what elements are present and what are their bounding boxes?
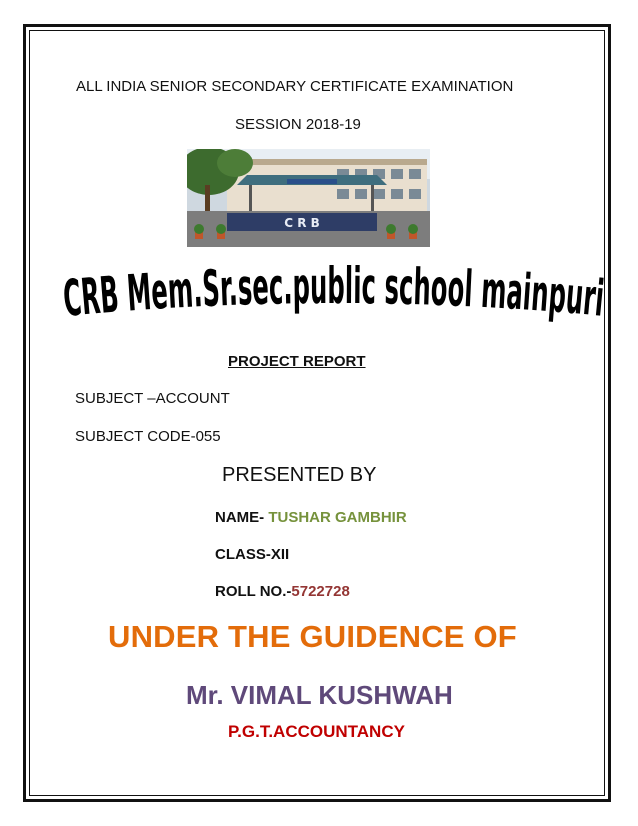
school-name-path: CRB Mem.Sr.sec.public school mainpur	[60, 256, 610, 329]
school-name-wordart	[60, 250, 610, 340]
student-name-line	[215, 509, 407, 526]
guidance-heading: UNDER THE GUIDENCE OF	[108, 619, 517, 654]
photo-sign-text: C R B	[284, 216, 320, 230]
student-name-label: NAME-	[215, 509, 265, 526]
school-name-svg	[60, 250, 610, 340]
school-name-text	[60, 256, 610, 329]
student-class: CLASS-XII	[215, 546, 290, 563]
teacher-designation: P.G.T.ACCOUNTANCY	[228, 722, 405, 741]
student-name-value: TUSHAR GAMBHIR	[264, 509, 407, 526]
report-title: PROJECT REPORT	[228, 353, 366, 370]
roll-label: ROLL NO.-	[215, 583, 292, 600]
session-label: SESSION 2018-19	[235, 116, 361, 133]
presented-by-label: PRESENTED BY	[222, 464, 377, 486]
subject-label: SUBJECT –ACCOUNT	[75, 390, 230, 407]
subject-code-label: SUBJECT CODE-055	[75, 428, 221, 445]
school-photo-illustration	[187, 149, 430, 247]
teacher-name: Mr. VIMAL KUSHWAH	[186, 680, 453, 710]
roll-value: 5722728	[291, 583, 350, 600]
student-roll-line	[215, 583, 350, 600]
exam-title: ALL INDIA SENIOR SECONDARY CERTIFICATE EXAMINATION	[76, 78, 514, 95]
school-photo	[187, 149, 430, 247]
